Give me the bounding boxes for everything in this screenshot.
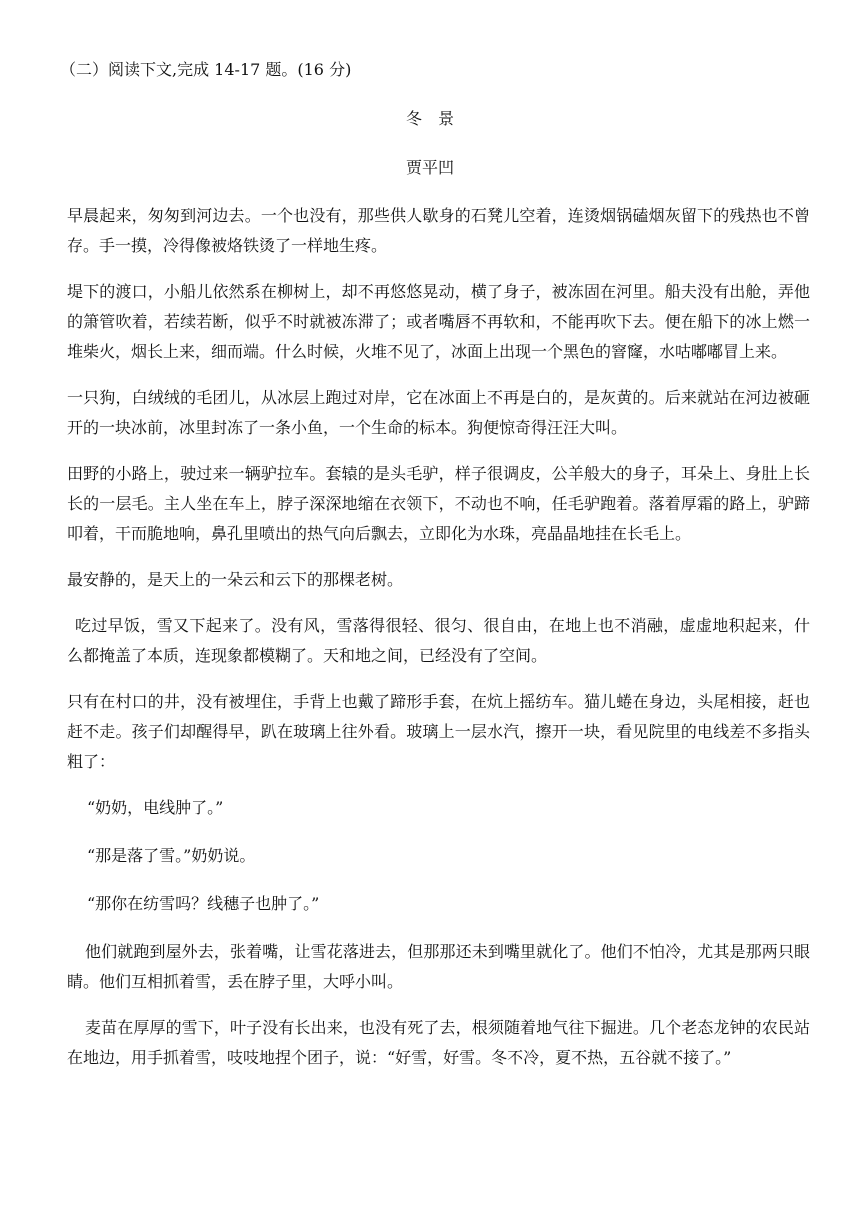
paragraph-8: 他们就跑到屋外去，张着嘴，让雪花落进去，但那那还未到嘴里就化了。他们不怕冷，尤其是那两只眼睛。他们互相抓着雪，丢在脖子里，大呼小叫。: [67, 942, 810, 991]
paragraph-2: 堤下的渡口，小船儿依然系在柳树上，却不再悠悠晃动，横了身子，被冻固在河里。船夫没有出舱，弄他的箫管吹着，若续若断，似乎不时就被冻滞了；或者嘴唇不再软和，不能再吹下去。便在船下的冰上燃一堆柴火，烟长上来，细而端。什么时候，火堆不见了，冰面上出现一个黑色的窨窿，水咕嘟嘟冒上来。: [67, 282, 810, 361]
section-heading: （二）阅读下文,完成 14-17 题。(16 分): [60, 60, 352, 79]
paragraph-4: 田野的小路上，驶过来一辆驴拉车。套辕的是头毛驴，样子很调皮，公羊般大的身子，耳朵上、身肚上长长的一层毛。主人坐在车上，脖子深深地缩在衣领下，不动也不响，任毛驴跑着。落着厚霜的路上，驴蹄叩着，干而脆地响，鼻孔里喷出的热气向后飘去，立即化为水珠，亮晶晶地挂在长毛上。: [67, 464, 810, 543]
dialog-line-2: “那是落了雪。”奶奶说。: [87, 846, 256, 865]
dialog-line-1: “奶奶，电线肿了。”: [87, 798, 224, 817]
paragraph-3: 一只狗，白绒绒的毛团儿，从冰层上跑过对岸，它在冰面上不再是白的，是灰黄的。后来就站在河边被砸开的一块冰前，冰里封冻了一条小鱼，一个生命的标本。狗便惊奇得汪汪大叫。: [67, 388, 810, 437]
article-title: 冬 景: [405, 109, 454, 128]
dialog-line-3: “那你在纺雪吗？线穗子也肿了。”: [87, 894, 320, 913]
paragraph-1: 早晨起来，匆匆到河边去。一个也没有，那些供人歇身的石凳儿空着，连烫烟锅磕烟灰留下的残热也不曾存。手一摸，冷得像被烙铁烫了一样地生疼。: [67, 206, 810, 255]
article-author: 贾平凹: [405, 158, 454, 177]
paragraph-7: 只有在村口的井，没有被埋住，手背上也戴了蹄形手套，在炕上摇纺车。猫儿蜷在身边，头尾相接，赶也赶不走。孩子们却醒得早，趴在玻璃上往外看。玻璃上一层水汽，擦开一块，看见院里的电线差不多指头粗了：: [67, 692, 810, 771]
article-body: [67, 201, 810, 1089]
paragraph-6: 吃过早饭，雪又下起来了。没有风，雪落得很轻、很匀、很自由，在地上也不消融，虚虚地积起来，什么都掩盖了本质，连现象都模糊了。天和地之间，已经没有了空间。: [67, 616, 810, 665]
paragraph-5: 最安静的，是天上的一朵云和云下的那棵老树。: [67, 570, 404, 589]
paragraph-9: 麦苗在厚厚的雪下，叶子没有长出来，也没有死了去，根须随着地气往下掘进。几个老态龙钟的农民站在地边，用手抓着雪，吱吱地捏个团子，说：“好雪，好雪。冬不冷，夏不热，五谷就不接了。”: [67, 1018, 810, 1067]
